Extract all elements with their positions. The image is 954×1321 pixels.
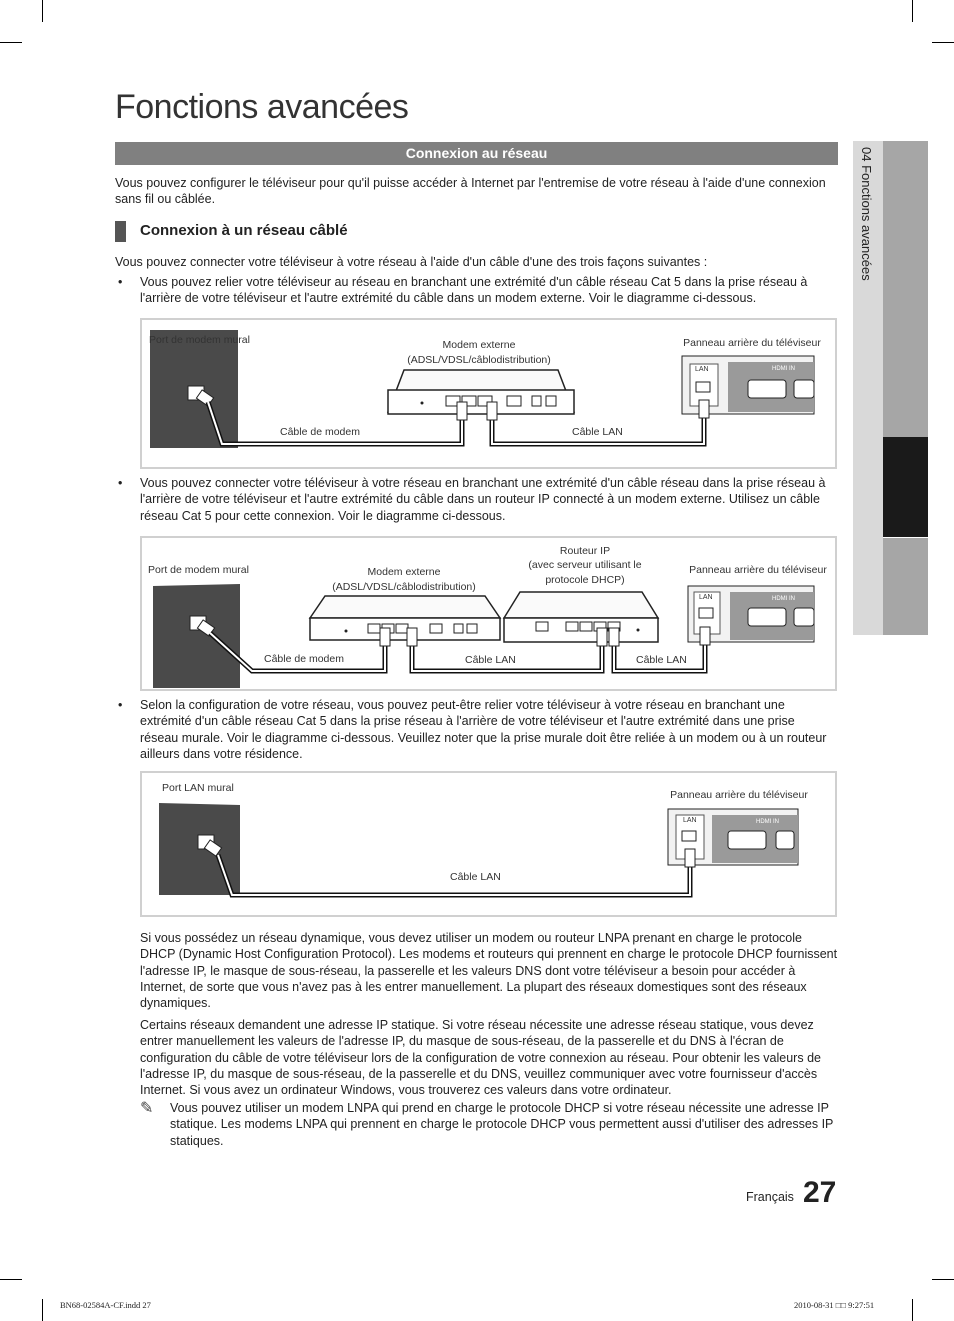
tv-lan-port <box>699 608 713 618</box>
lan-cable-label: Câble LAN <box>465 654 516 666</box>
print-slug-file: BN68-02584A-CF.indd 27 <box>60 1300 151 1310</box>
tv-panel-label: Panneau arrière du téléviseur <box>683 337 821 349</box>
crop-mark <box>932 1279 954 1280</box>
lan-port-label: LAN <box>683 817 697 824</box>
router-label: protocole DHCP) <box>545 574 625 586</box>
lan-port-label: LAN <box>695 366 709 373</box>
page-title: Fonctions avancées <box>115 88 409 126</box>
hdmi-port <box>728 831 766 849</box>
crop-mark <box>932 42 954 43</box>
router-port <box>566 622 578 631</box>
router-label: (avec serveur utilisant le <box>528 559 642 571</box>
subheading: Connexion à un réseau câblé <box>140 222 348 239</box>
intro-paragraph: Vous pouvez configurer le téléviseur pour qu'il puisse accéder à Internet par l'entremise de votre réseau à l'aide d'une connexion sans fil ou câblée. <box>115 176 826 207</box>
modem-cable-label: Câble de modem <box>280 426 360 438</box>
router-device <box>504 592 658 618</box>
bullet-symbol: • <box>118 476 123 490</box>
chapter-tab-block <box>883 538 928 635</box>
modem-device <box>310 596 500 618</box>
hdmi-port <box>748 380 786 398</box>
chapter-tab-block <box>883 141 928 437</box>
tv-lan-port <box>682 831 696 841</box>
cable-plug <box>407 628 417 646</box>
modem-switch <box>454 624 463 633</box>
router-port <box>580 622 592 631</box>
modem-label: Modem externe <box>367 566 441 578</box>
modem-label: (ADSL/VDSL/câblodistribution) <box>332 581 476 593</box>
diagram-modem-svg <box>142 320 835 467</box>
crop-mark <box>0 42 22 43</box>
hdmi-label: HDMI IN <box>772 596 795 602</box>
chapter-tab <box>853 141 928 635</box>
power-led <box>421 402 424 405</box>
cable-plug <box>700 627 710 645</box>
hdmi-label: HDMI IN <box>756 819 779 825</box>
diagram-wall-lan-svg <box>142 773 835 915</box>
modem-label: Modem externe <box>442 339 516 351</box>
tv-panel-label: Panneau arrière du téléviseur <box>689 564 827 576</box>
chapter-tab-block-active <box>883 437 928 537</box>
wall-port-label: Port LAN mural <box>162 782 234 794</box>
footer-language: Français <box>746 1190 794 1204</box>
modem-switch <box>532 396 541 406</box>
section-title-bar: Connexion au réseau <box>115 142 838 165</box>
modem-label: (ADSL/VDSL/câblodistribution) <box>407 354 551 366</box>
static-network-paragraph: Certains réseaux demandent une adresse IP statique. Si votre réseau nécessite une adresse réseau statique, vous devez entrer manuellement les valeurs de l'adresse IP, du masque de sous-réseau, de la passerelle et du DNS à l'écran de configuration du câble de votre téléviseur lors de la configuration de votre connexion au réseau. Pour obtenir les valeurs de l'adresse IP, du masque de sous-réseau, de la passerelle et du DNS, veuillez communiquer avec votre fournisseur d'accès Internet. Si vous avez un ordinateur Windows, vous trouverez ces valeurs dans votre ordinateur. <box>140 1018 821 1098</box>
cable-plug <box>699 400 709 418</box>
hdmi-label: HDMI IN <box>772 366 795 372</box>
bullet-text: Selon la configuration de votre réseau, vous pouvez peut-être relier votre téléviseur à votre réseau en branchant une extrémité d'un câble réseau Cat 5 dans la prise réseau à l'arrière de votre téléviseur et l'autre extrémité dans une prise réseau murale. Voir le diagramme ci-dessous. Veuillez noter que la prise murale doit être reliée à un modem ou à un routeur ailleurs dans votre résidence. <box>140 698 827 761</box>
tv-lan-port <box>696 382 710 392</box>
modem-port <box>368 624 380 633</box>
diagram-router-svg <box>142 538 835 689</box>
modem-port <box>430 624 442 633</box>
crop-mark <box>42 0 43 22</box>
bullet-text: Vous pouvez connecter votre téléviseur à votre réseau en branchant une extrémité d'un câble réseau dans la prise réseau à l'arrière de votre téléviseur et l'autre extrémité du câble dans un routeur IP connecté à un modem externe. Utilisez un câble réseau Cat 5 pour cette connexion. Voir le diagramme ci-dessous. <box>140 476 826 523</box>
router-led <box>637 629 640 632</box>
lan-cable-label: Câble LAN <box>572 426 623 438</box>
modem-port <box>396 624 408 633</box>
wall-panel <box>153 584 240 688</box>
modem-power-jack <box>546 396 556 406</box>
cable-plug <box>609 628 619 646</box>
modem-power-jack <box>467 624 477 633</box>
cable-plug <box>457 402 467 420</box>
subheading-marker <box>115 221 126 242</box>
diagram-modem-connection <box>140 318 837 469</box>
bullet-text: Vous pouvez relier votre téléviseur au réseau en branchant une extrémité d'un câble réseau Cat 5 dans la prise réseau à l'arrière de votre téléviseur et l'autre extrémité du câble dans un modem externe. Voir le diagramme ci-dessous. <box>140 275 808 306</box>
chapter-tab-label: 04 Fonctions avancées <box>859 147 874 281</box>
hdmi-port <box>776 831 794 849</box>
lan-cable-label: Câble LAN <box>636 654 687 666</box>
lan-cable-label: Câble LAN <box>450 871 501 883</box>
diagram-wall-lan-connection <box>140 771 837 917</box>
router-port <box>536 622 548 631</box>
cable-plug <box>380 628 390 646</box>
note-paragraph: Vous pouvez utiliser un modem LNPA qui prend en charge le protocole DHCP si votre réseau nécessite une adresse IP statique. Les modems LNPA qui prennent en charge le protocole DHCP vous permettent aussi d'utiliser des adresses IP statiques. <box>170 1101 834 1148</box>
crop-mark <box>0 1279 22 1280</box>
hdmi-port <box>794 608 814 626</box>
router-label: Routeur IP <box>559 545 611 557</box>
modem-cable-label: Câble de modem <box>264 653 344 665</box>
crop-mark <box>42 1299 43 1321</box>
lead-paragraph: Vous pouvez connecter votre téléviseur à votre réseau à l'aide d'un câble d'une des trois façons suivantes : <box>115 255 708 269</box>
hdmi-port <box>748 608 786 626</box>
dynamic-network-paragraph: Si vous possédez un réseau dynamique, vous devez utiliser un modem ou routeur LNPA prenant en charge le protocole DHCP (Dynamic Host Configuration Protocol). Les modems et routeurs qui prennent en charge le protocole DHCP fournissent l'adresse IP, le masque de sous-réseau, la passerelle et les valeurs DNS dont votre téléviseur a besoin pour accéder à Internet, de sorte que vous n'avez pas à les entrer manuellement. La plupart des réseaux domestiques sont des réseaux dynamiques. <box>140 931 838 1011</box>
tv-panel-label: Panneau arrière du téléviseur <box>670 789 808 801</box>
page-number: 27 <box>803 1176 837 1209</box>
cable-plug <box>487 402 497 420</box>
diagram-router-connection <box>140 536 837 691</box>
crop-mark <box>912 0 913 22</box>
wall-port-label: Port de modem mural <box>149 334 250 346</box>
chapter-tab-current <box>853 141 883 635</box>
crop-mark <box>912 1299 913 1321</box>
cable-plug <box>597 628 607 646</box>
bullet-symbol: • <box>118 698 123 712</box>
lan-port-label: LAN <box>699 594 713 601</box>
pencil-note-icon: ✎ <box>140 1100 154 1117</box>
cable-plug <box>685 849 695 867</box>
power-led <box>345 630 348 633</box>
wall-port-label: Port de modem mural <box>148 564 249 576</box>
hdmi-port <box>794 380 814 398</box>
bullet-symbol: • <box>118 275 123 289</box>
modem-port <box>507 396 521 406</box>
print-slug-date: 2010-08-31 □□ 9:27:51 <box>794 1300 875 1310</box>
